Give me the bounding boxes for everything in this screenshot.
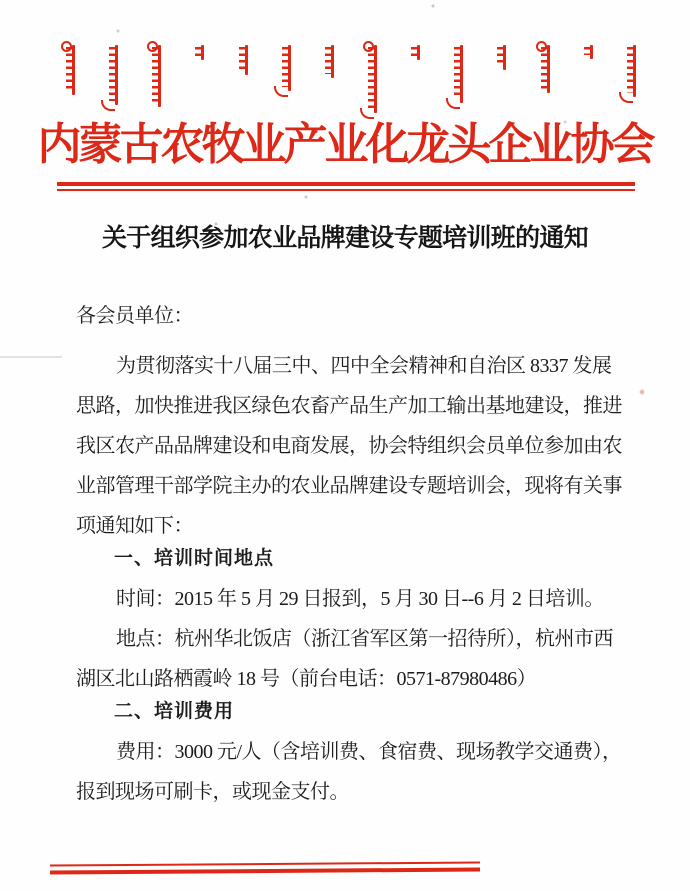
section-heading: 一、培训时间地点 [114,548,275,569]
mongolian-word [584,45,595,59]
mongolian-word [109,45,120,105]
body-line: 湖区北山路栖霞岭 18 号（前台电话：0571-87980486） [76,668,537,690]
notice-body [76,296,644,812]
body-line: 为贯彻落实十八届三中、四中全会精神和自治区 8337 发展 [116,355,612,377]
mongolian-word [541,45,552,93]
mongolian-word [325,45,336,78]
mongolian-word [627,45,638,97]
footer-double-rule [50,861,480,874]
body-line: 各会员单位： [76,305,193,327]
body-line: 费用：3000 元/人（含培训费、食宿费、现场教学交通费）， [116,741,622,763]
masthead-double-rule [57,182,635,191]
notice-title: 关于组织参加农业品牌建设专题培训班的通知 [101,225,588,252]
body-line: 报到现场可刷卡，或现金支付。 [76,781,349,803]
section-heading: 二、培训费用 [114,701,235,722]
mongolian-word [368,45,379,113]
scan-artifact-line [0,356,62,358]
mongolian-word [282,45,293,91]
body-line: 地点：杭州华北饭店（浙江省军区第一招待所），杭州市西 [116,628,613,650]
body-line: 项通知如下： [76,515,193,537]
body-line: 时间：2015 年 5 月 29 日报到，5 月 30 日--6 月 2 日培训。 [116,588,604,610]
mongolian-word [497,45,508,70]
mongolian-word [195,45,206,60]
mongolian-word [66,45,77,95]
organization-title: 内蒙古农牧业产业化龙头企业协会 [37,120,653,169]
body-line: 业部管理干部学院主办的农业品牌建设专题培训会，现将有关事 [76,475,622,497]
mongolian-word [239,45,250,75]
body-line: 思路，加快推进我区绿色农畜产品生产加工输出基地建设，推进 [76,395,622,417]
mongolian-word [411,45,422,60]
body-line: 我区农产品品牌建设和电商发展，协会特组织会员单位参加由农 [76,435,622,457]
mongolian-word [454,45,465,103]
mongolian-word [152,45,163,107]
mongolian-script-row [66,45,638,113]
